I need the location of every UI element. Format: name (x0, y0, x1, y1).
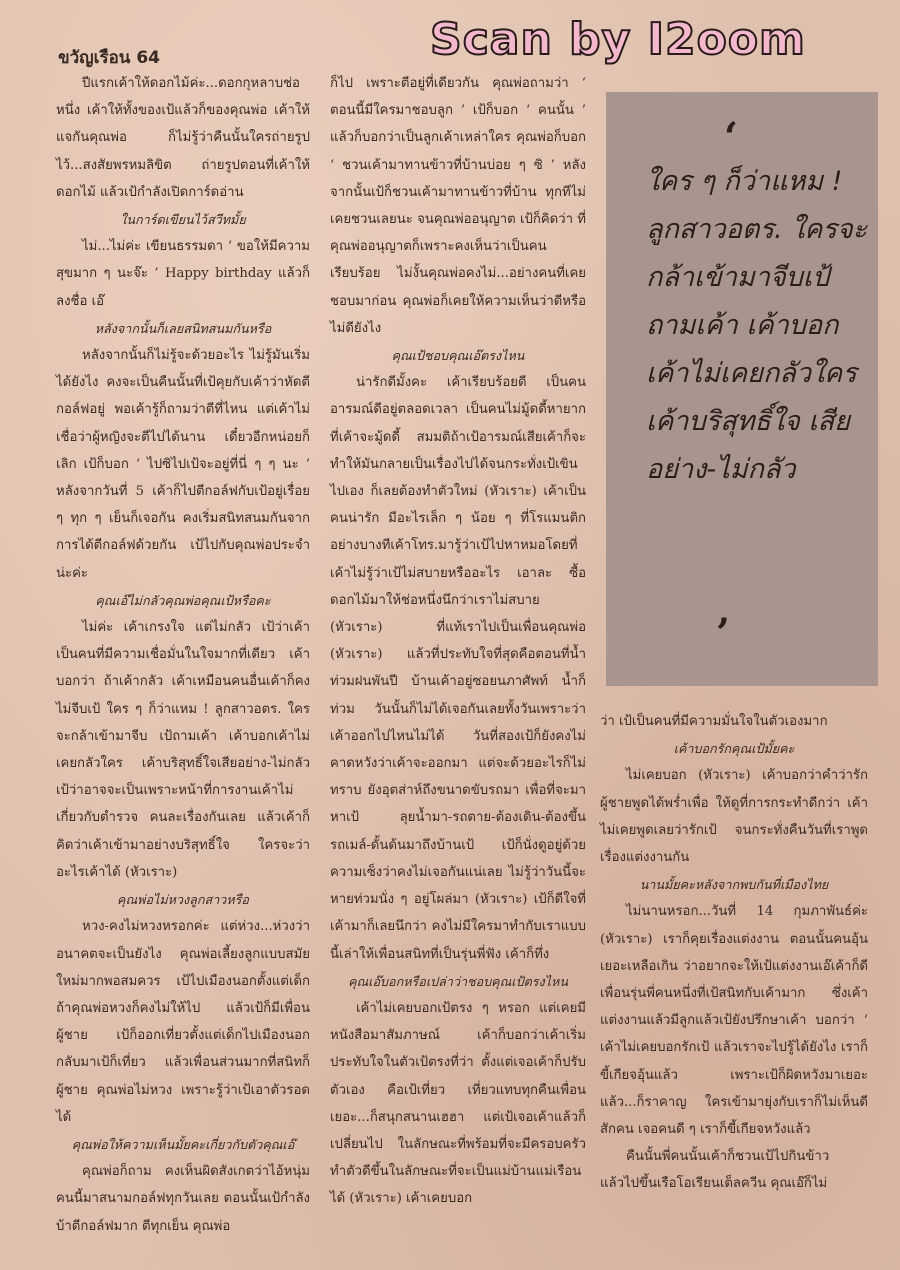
interview-question: คุณพ่อให้ความเห็นมั้ยคะเกี่ยวกับตัวคุณเอ๊ (71, 1136, 295, 1152)
paragraph: ไม่นานหรอก...วันที่ 14 กุมภาพันธ์ค่ะ (หัวเราะ) เราก็คุยเรื่องแต่งงาน ตอนนั้นคนอุ้นเยอะเหลือเกิน ว่าอยากจะให้เป้แต่งงานเอ๊เค้าก็ดี เพื่อนรุ่นพี่คนหนึ่งที่เป้สนิทกับเค้ามาก ซึ่งเค้าแต่งงานแล้วมีลูกแล้วเป้ยังปรึกษาเค้า บอกว่า ‘ เค้าไม่เคยบอกรักเป้ แล้วเราจะไปรู้ได้ยังไง เราก็ขี้เกียจอุ้นแล้ว เพราะเป้ก็ผิดหวังมาเยอะ แล้ว...ก็ราคาญ ใครเข้ามายุ่งกับเราก็ไม่เห็นดีสักคน เจอคนดี ๆ เราก็ขี้เกียจหวังแล้ว (600, 904, 868, 1138)
paragraph: ไม่ค่ะ เค้าเกรงใจ แต่ไม่กลัว เป้ว่าเค้าเป็นคนที่มีความเชื่อมั่นในใจมากที่เดียว เค้าบอกว่า ถ้าเค้ากลัว เค้าเหมือนคนอื่นเค้าก็คงไม่จีบเป้ ใคร ๆ ก็ว่าแหม ! ลูกสาวอตร. ใครจะกล้าเข้ามาจีบ เป้ถามเค้า เค้าบอกเค้าไม่เคยกลัวใคร เค้าบริสุทธิ์ใจเสียอย่าง-ไม่กลัว เป้ว่าอาจจะเป็นเพราะหน้าที่การงานเค้าไม่เกี่ยวกับตำรวจ คนละเรื่องกันเลย แล้วเค้าก็คิดว่าเค้าเข้ามาอย่างบริสุทธิ์ใจ ใครจะว่าอะไรเค้าได้ (หัวเราะ) (56, 620, 310, 880)
text-column-left (56, 70, 310, 1240)
interview-question: เค้าบอกรักคุณเป้มั้ยคะ (673, 741, 795, 757)
interview-question: คุณเป้ชอบคุณเอ๊ตรงไหน (391, 348, 525, 364)
interview-question: หลังจากนั้นก็เลยสนิทสนมกันหรือ (94, 320, 272, 336)
page-header: ขวัญเรือน 64 (58, 48, 160, 68)
scan-watermark: Scan by I2oom (430, 14, 806, 65)
paragraph: ว่า เป้เป็นคนที่มีความมั่นใจในตัวเองมาก (600, 714, 828, 729)
interview-question: คุณเอ๊ไม่กลัวคุณพ่อคุณเป้หรือคะ (95, 592, 271, 608)
paragraph: ปีแรกเค้าให้ดอกไม้ค่ะ...ดอกกุหลาบช่อหนึ่ง เค้าให้ทั้งของเป้แล้วก็ของคุณพ่อ เค้าให้แจกันคุณพ่อ ก็ไม่รู้ว่าคืนนั้นใครถ่ายรูปไว้...สงสัยพรหมลิขิต ถ่ายรูปตอนที่เค้าให้ดอกไม้ แล้วเป้กำลังเปิดการ์ดอ่าน (56, 76, 310, 200)
paragraph: คืนนั้นพี่คนนั้นเค้าก็ชวนเป้ไปกินข้าวแล้วไปขึ้นเรือโอเรียนเต็ลควีน คุณเอ๊ก็ไม่ (600, 1149, 830, 1192)
paragraph: หลังจากนั้นก็ไม่รู้จะด้วยอะไร ไม่รู้มันเริ่มได้ยังไง คงจะเป็นคืนนั้นที่เป้คุยกับเค้าว่าหัดตีกอล์ฟอยู่ พอเค้ารู้ก็ถามว่าตีที่ไหน แต่เค้าไม่เชื่อว่าผู้หญิงจะตีไปได้นาน เดี๋ยวอีกหน่อยก็เลิก เป้ก็บอก ‘ ไปซิไปเป้จะอยู่ที่นี่ ๆ ๆ นะ ’ หลังจากวันที่ 5 เค้าก็ไปตีกอล์ฟกับเป้อยู่เรื่อย ๆ ทุก ๆ เย็นก็เจอกัน คงเริ่มสนิทสนมกันจากการได้ตีกอล์ฟด้วยกัน เป้ไปกับคุณพ่อประจำน่ะค่ะ (56, 348, 310, 581)
paragraph: ไม่เคยบอก (หัวเราะ) เค้าบอกว่าคำว่ารักผู้ชายพูดได้พร่ำเพื่อ ให้ดูที่การกระทำดีกว่า เค้าไม่เคยพูดเลยว่ารักเป้ จนกระทั่งคืนวันที่เราพูดเรื่องแต่งงานกัน (600, 768, 868, 866)
interview-question: ในการ์ดเขียนไว้สวีทมั้ย (120, 212, 246, 228)
paragraph: คุณพ่อก็ถาม คงเห็นผิดสังเกตว่าไอ้หนุ่มคนนี้มาสนามกอล์ฟทุกวันเลย ตอนนั้นเป้กำลังบ้าตีกอล์ฟมาก ตีทุกเย็น คุณพ่อ (56, 1164, 310, 1234)
paragraph: หวง-คงไม่หวงหรอกค่ะ แต่ห่วง...ห่วงว่าอนาคตจะเป็นยังไง คุณพ่อเลี้ยงลูกแบบสมัยใหม่มากพอสมควร เป้ไปเมืองนอกตั้งแต่เด็ก ถ้าคุณพ่อหวงก็คงไม่ให้ไป แล้วเป้ก็มีเพื่อนผู้ชาย เป้ก็ออกเที่ยวตั้งแต่เด็กไปเมืองนอกกลับมาเป้ก็เที่ยว แล้วเพื่อนส่วนมากที่สนิทก็ผู้ชาย คุณพ่อไม่หวง เพราะรู้ว่าเป้เอาตัวรอดได้ (56, 919, 310, 1125)
paragraph: ไม่...ไม่ค่ะ เขียนธรรมดา ‘ ขอให้มีความสุขมาก ๆ นะจ๊ะ ’ Happy birthday แล้วก็ลงชื่อ เอ๊ (56, 239, 310, 309)
interview-question: คุณเอ๊บอกหรือเปล่าว่าชอบคุณเป้ตรงไหน (348, 973, 568, 989)
pull-quote-box (606, 92, 878, 686)
paragraph: เค้าไม่เคยบอกเป้ตรง ๆ หรอก แต่เคยมีหนังสือมาสัมภาษณ์ เค้าก็บอกว่าเค้าเริ่มประทับใจในตัวเป้ตรงที่ว่า ตั้งแต่เจอเค้าก็ปรับตัวเอง คือเป้เที่ยว เที่ยวแทบทุกคืนเพื่อนเยอะ...ก็สนุกสนานเฮฮา แต่เป้เจอเค้าแล้วก็เปลี่ยนไป ในลักษณะที่พร้อมที่จะมีครอบครัว ทำตัวดีขึ้นในลักษณะที่จะเป็นแม่บ้านแม่เรือนได้ (หัวเราะ) เค้าเคยบอก (330, 1000, 586, 1207)
open-quote-mark: ‘ (724, 114, 738, 161)
text-column-right (600, 708, 868, 1198)
pull-quote-text: ใคร ๆ ก็ว่าแหม ! ลูกสาวอตร. ใครจะกล้าเข้ามาจีบเป้ถามเค้า เค้าบอก เค้าไม่เคยกลัวใคร เค้าบริสุทธิ์ใจ เสียอย่าง-ไม่กลัว (646, 166, 868, 485)
paragraph: ก็ไป เพราะตีอยู่ที่เดียวกัน คุณพ่อถามว่า ‘ ตอนนี้มีใครมาชอบลูก ’ เป้ก็บอก ‘ คนนั้น ’ แล้วก็บอกว่าเป็นลูกเค้าเหล่าใคร คุณพ่อก็บอก ‘ ชวนเค้ามาทานข้าวที่บ้านบ่อย ๆ ซิ ’ หลังจากนั้นเป้ก็ชวนเค้ามาทานข้าวที่บ้าน ทุกทีไม่เคยชวนเลยนะ จนคุณพ่ออนุญาต เป้ก็คิดว่า ที่คุณพ่ออนุญาตก็เพราะคงเห็นว่าเป็นคนเรียบร้อย ไม่งั้นคุณพ่อคงไม่...อย่างคนที่เคยชอบมาก่อน คุณพ่อก็เคยให้ความเห็นว่าดีหรือไม่ดียังไง (330, 76, 586, 336)
text-column-middle (330, 70, 586, 1213)
interview-question: นานมั้ยคะหลังจากพบกันที่เมืองไทย (639, 877, 829, 893)
interview-question: คุณพ่อไม่หวงลูกสาวหรือ (117, 892, 249, 908)
paragraph: น่ารักดีมั้งคะ เค้าเรียบร้อยดี เป็นคนอารมณ์ดีอยู่ตลอดเวลา เป็นคนไม่มู้ดดี้หายากที่เค้าจะมู้ดดี้ สมมติถ้าเป้อารมณ์เสียเค้าก็จะทำให้มันกลายเป็นเรื่องไปได้จนกระทั่งเป้เขินไปเอง ก็เลยต้องทำตัวใหม่ (หัวเราะ) เค้าเป็นคนน่ารัก มีอะไรเล็ก ๆ น้อย ๆ ที่โรแมนติก อย่างบางทีเค้าโทร.มารู้ว่าเป้ไปหาหมอโดยที่เค้าไม่รู้ว่าเป้ไม่สบายหรืออะไร เอาละ ซื้อดอกไม้มาให้ช่อหนึ่งนึกว่าเราไม่สบาย (หัวเราะ) ที่แท้เราไปเป็นเพื่อนคุณพ่อ (หัวเราะ) แล้วที่ประทับใจที่สุดคือตอนที่น้ำท่วมฝนพันปี บ้านเค้าอยู่ซอยนภาศัพท์ น้ำก็ท่วม วันนั้นก็ไม่ได้เจอกันเลยทั้งวันเพราะว่าเค้าออกไปไหนไม่ได้ วันที่สองเป้ก็ยังคงไม่คาดหวังว่าเค้าจะออกมา แต่จะด้วยอะไรก็ไม่ทราบ ยังอุตส่าห์ถึงขนาดขับรถมา เพื่อที่จะมาหาเป้ ลุยน้ำมา-รถตาย-ต้องเดิน-ต้องขึ้นรถเมล์-ดั้นด้นมาถึงบ้านเป้ เป้ก็นั่งดูอยู่ด้วยความเซ็งว่าคงไม่เจอกันแน่เลย ไม่รู้ว่าวันนี้จะหายท่วมนั่ง ๆ อยู่โผล่มา (หัวเราะ) เป้ก็ดีใจที่เค้ามาก็เลยนึกว่า คงไม่มีใครมาทำกับเราแบบนี้เล่าให้เพื่อนสนิทที่เป็นรุ่นพี่ฟัง เค้าก็ทึ่ง (330, 375, 586, 962)
close-quote-mark: ’ (716, 610, 730, 657)
